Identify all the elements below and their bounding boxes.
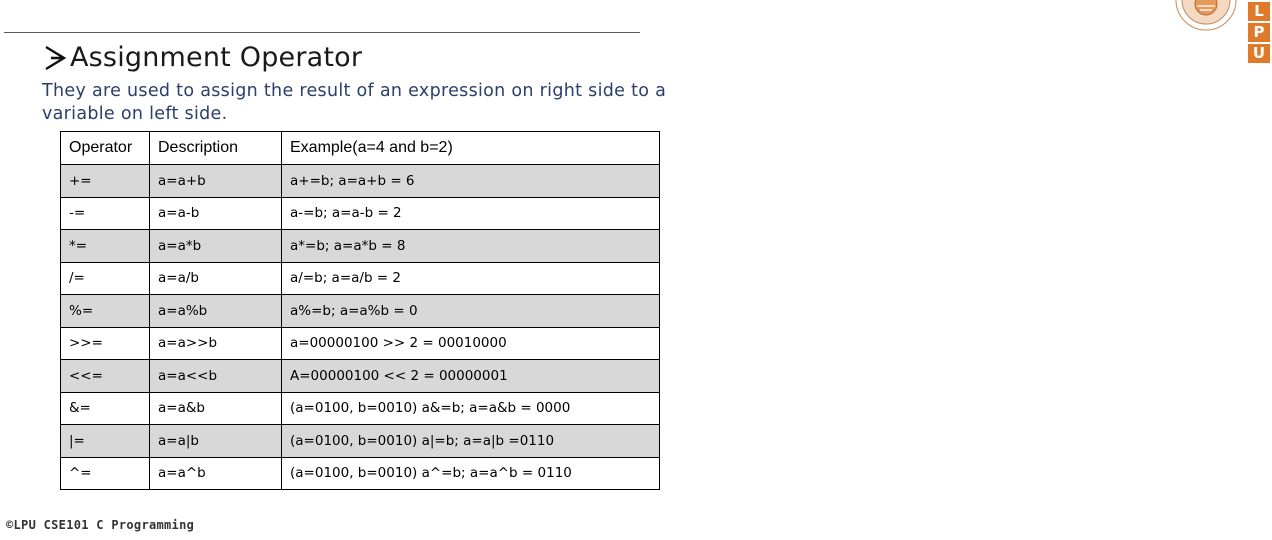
operator-cell: += <box>61 165 150 198</box>
university-seal-icon <box>1170 0 1242 46</box>
slide-footer: ©LPU CSE101 C Programming <box>6 518 195 532</box>
lpu-letters <box>1248 2 1272 65</box>
table-row <box>61 425 660 458</box>
operator-cell: *= <box>61 230 150 263</box>
arrow-bullet-icon <box>44 45 66 71</box>
table-row <box>61 392 660 425</box>
description-cell: a=a^b <box>150 457 282 490</box>
example-cell: a*=b; a=a*b = 8 <box>282 230 660 263</box>
description-cell: a=a<<b <box>150 360 282 393</box>
table-row <box>61 327 660 360</box>
table-row <box>61 457 660 490</box>
header-description: Description <box>150 132 282 165</box>
table-row <box>61 360 660 393</box>
operator-cell: &= <box>61 392 150 425</box>
page-title: Assignment Operator <box>70 42 363 73</box>
operator-cell: |= <box>61 425 150 458</box>
example-cell: A=00000100 << 2 = 00000001 <box>282 360 660 393</box>
description-cell: a=a+b <box>150 165 282 198</box>
header-rule <box>4 32 640 33</box>
description-cell: a=a-b <box>150 197 282 230</box>
example-cell: (a=0100, b=0010) a&=b; a=a&b = 0000 <box>282 392 660 425</box>
table-row <box>61 262 660 295</box>
example-cell: a+=b; a=a+b = 6 <box>282 165 660 198</box>
description-cell: a=a/b <box>150 262 282 295</box>
header-example: Example(a=4 and b=2) <box>282 132 660 165</box>
lpu-logo <box>584 0 1266 70</box>
operator-cell: >>= <box>61 327 150 360</box>
example-cell: a-=b; a=a-b = 2 <box>282 197 660 230</box>
operator-cell: <<= <box>61 360 150 393</box>
description-cell: a=a&b <box>150 392 282 425</box>
logo-letter-p: P <box>1248 23 1270 42</box>
table-row <box>61 197 660 230</box>
logo-letter-l: L <box>1248 2 1270 21</box>
description-cell: a=a*b <box>150 230 282 263</box>
example-cell: (a=0100, b=0010) a|=b; a=a|b =0110 <box>282 425 660 458</box>
table-row <box>61 230 660 263</box>
operator-cell: %= <box>61 295 150 328</box>
table-row <box>61 165 660 198</box>
slide-subtitle: They are used to assign the result of an expression on right side to a variable on left side. <box>42 81 667 124</box>
logo-letter-u: U <box>1248 44 1270 63</box>
example-cell: a/=b; a=a/b = 2 <box>282 262 660 295</box>
description-cell: a=a>>b <box>150 327 282 360</box>
example-cell: a=00000100 >> 2 = 00010000 <box>282 327 660 360</box>
table-header-row <box>61 132 660 165</box>
operator-cell: /= <box>61 262 150 295</box>
header-operator: Operator <box>61 132 150 165</box>
description-cell: a=a%b <box>150 295 282 328</box>
operator-table <box>60 131 660 490</box>
example-cell: a%=b; a=a%b = 0 <box>282 295 660 328</box>
operator-cell: -= <box>61 197 150 230</box>
operator-cell: ^= <box>61 457 150 490</box>
table-row <box>61 295 660 328</box>
slide-title <box>44 42 362 73</box>
description-cell: a=a|b <box>150 425 282 458</box>
example-cell: (a=0100, b=0010) a^=b; a=a^b = 0110 <box>282 457 660 490</box>
